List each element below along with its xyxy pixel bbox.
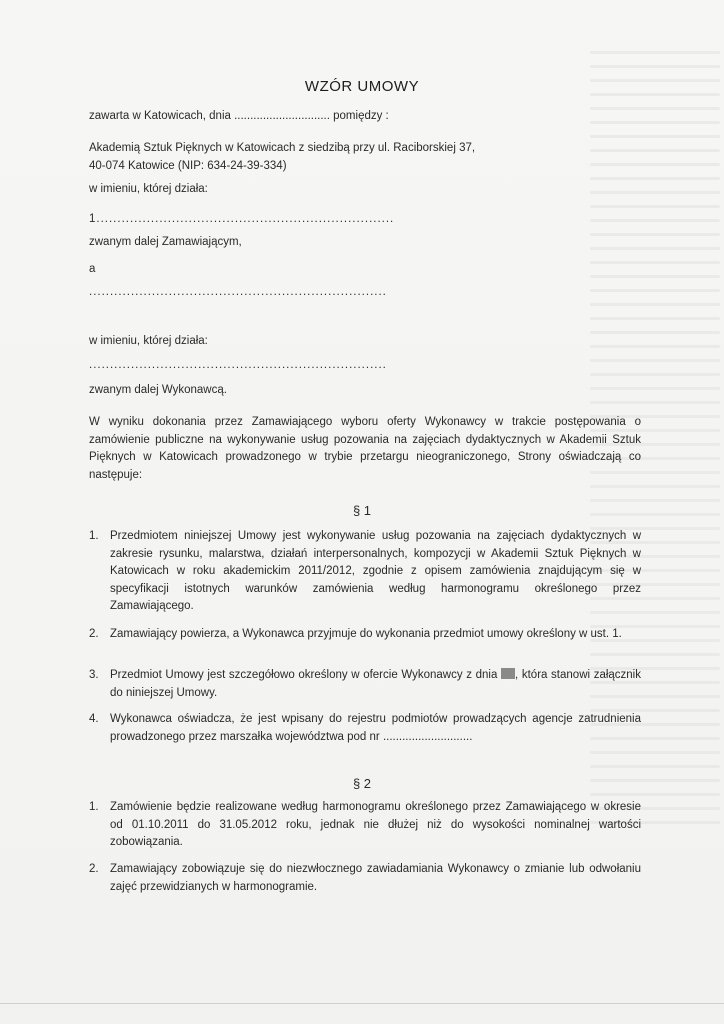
section1-heading: § 1 [352, 503, 372, 518]
item-number: 1. [89, 530, 99, 542]
representative1-placeholder: 1....................................................................... [89, 213, 395, 225]
party1-line1: Akademią Sztuk Pięknych w Katowicach z siedzibą przy ul. Raciborskiej 37, [89, 142, 476, 154]
item-text [110, 667, 641, 702]
item-text: Przedmiotem niniejszej Umowy jest wykonywanie usług pozowania na zajęciach dydaktycznych w zakresie rysunku, malarstwa, działań interpersonalnych, kompozycji w Akademii Sztuk Pięknych w Katowicach w roku akademickim 2011/2012, zgodnie z opisem zamówienia znajdującym się w specyfikacji istotnych warunków zamówienia według harmonogramu określonego przez Zamawiającego. [110, 530, 641, 612]
item-number: 2. [89, 863, 99, 875]
section1-item-1 [89, 528, 641, 616]
item-text: Zamawiający powierza, a Wykonawca przyjmuje do wykonania przedmiot umowy określony w ust. 1. [110, 628, 622, 640]
section2-item-2 [89, 861, 641, 896]
item-text: Zamówienie będzie realizowane według harmonogramu określonego przez Zamawiającego w okresie od 01.10.2011 do 31.05.2012 roku, jednak nie dłużej niż do wysokości nominalnej wartości zobowiązania. [110, 801, 641, 848]
redacted-date [501, 668, 515, 679]
section1-item-3 [89, 667, 641, 702]
conjunction-a: a [89, 263, 96, 275]
preamble-paragraph: W wyniku dokonania przez Zamawiającego wyboru oferty Wykonawcy w trakcie postępowania o zamówienie publiczne na wykonywanie usług pozowania na zajęciach dydaktycznych w Akademii Sztuk Pięknych w Katowicach prowadzonego w trybie przetargu nieograniczonego, Strony oświadczają co następuje: [89, 416, 641, 481]
represented2-label: w imieniu, której działa: [89, 335, 208, 347]
item-text: Wykonawca oświadcza, że jest wpisany do rejestru podmiotów prowadzących agencje zatrudnienia prowadzonego przez marszałka województwa pod nr ............................ [110, 713, 641, 743]
section1-item-4 [89, 711, 641, 746]
item-text-after: , która stanowi załącznik do niniejszej Umowy. [110, 669, 641, 699]
item-text-before: Przedmiot Umowy jest szczegółowo określony w ofercie Wykonawcy z dnia [110, 669, 498, 681]
representative2-placeholder: ....................................................................... [89, 359, 387, 371]
item-number: 4. [89, 713, 99, 725]
item-number: 3. [89, 669, 99, 681]
called-wykonawca: zwanym dalej Wykonawcą. [89, 384, 227, 396]
scan-edge-divider [0, 1003, 724, 1004]
called-zamawiajacy: zwanym dalej Zamawiającym, [89, 236, 242, 248]
document-title: WZÓR UMOWY [304, 78, 420, 95]
represented1-label: w imieniu, której działa: [89, 183, 208, 195]
item-number: 1. [89, 801, 99, 813]
party1-line2: 40-074 Katowice (NIP: 634-24-39-334) [89, 160, 287, 172]
party2-placeholder: ....................................................................... [89, 286, 387, 298]
section1-item-2 [89, 626, 641, 644]
section2-heading: § 2 [352, 776, 372, 791]
item-text: Zamawiający zobowiązuje się do niezwłocznego zawiadamiania Wykonawcy o zmianie lub odwołaniu zajęć przewidzianych w harmonogramie. [110, 863, 641, 893]
item-number: 2. [89, 628, 99, 640]
intro-line: zawarta w Katowicach, dnia .............................. pomiędzy : [89, 110, 389, 122]
section2-item-1 [89, 799, 641, 852]
